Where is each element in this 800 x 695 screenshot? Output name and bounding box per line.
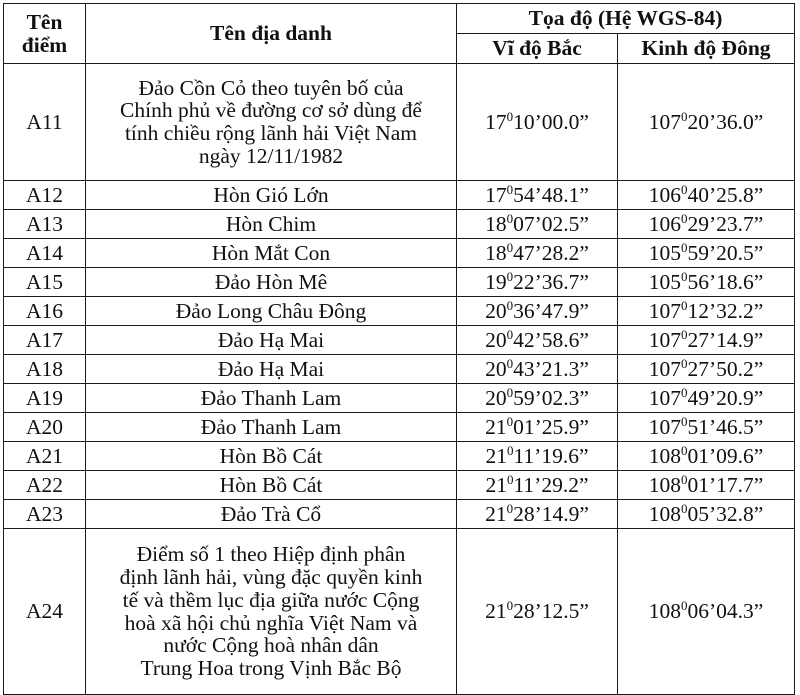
minutes-seconds: 27’50.2” bbox=[687, 356, 764, 381]
latitude-value bbox=[457, 239, 618, 268]
degree-mark: 0 bbox=[680, 413, 688, 429]
minutes-seconds: 01’25.9” bbox=[513, 414, 589, 439]
degree-mark: 0 bbox=[680, 355, 688, 371]
place-name-line: Đảo Hòn Mê bbox=[214, 269, 328, 294]
degree-mark: 0 bbox=[680, 442, 688, 458]
point-id: A20 bbox=[4, 413, 86, 442]
longitude-value bbox=[618, 384, 795, 413]
longitude-value bbox=[618, 529, 795, 695]
table-row bbox=[4, 210, 795, 239]
degrees: 20 bbox=[485, 298, 507, 323]
degree-mark: 0 bbox=[506, 326, 514, 342]
degrees: 17 bbox=[485, 182, 507, 207]
place-name bbox=[86, 529, 457, 695]
place-name-line: Đảo Trà Cổ bbox=[220, 501, 322, 526]
header-coordinates: Tọa độ (Hệ WGS-84) bbox=[457, 4, 795, 34]
degree-mark: 0 bbox=[680, 471, 688, 487]
degrees: 107 bbox=[648, 356, 681, 381]
latitude-value bbox=[457, 210, 618, 239]
header-place-name: Tên địa danh bbox=[86, 4, 457, 64]
place-name-line: ngày 12/11/1982 bbox=[198, 143, 344, 168]
degree-mark: 0 bbox=[506, 442, 514, 458]
minutes-seconds: 56’18.6” bbox=[687, 269, 764, 294]
table-row bbox=[4, 268, 795, 297]
degrees: 108 bbox=[648, 599, 681, 624]
place-name-line: Điểm số 1 theo Hiệp định phân bbox=[136, 542, 406, 567]
table-body bbox=[4, 64, 795, 695]
point-id: A16 bbox=[4, 297, 86, 326]
degrees: 105 bbox=[648, 269, 681, 294]
minutes-seconds: 36’47.9” bbox=[513, 298, 589, 323]
longitude-value bbox=[618, 442, 795, 471]
degree-mark: 0 bbox=[680, 210, 688, 226]
minutes-seconds: 20’36.0” bbox=[687, 109, 764, 134]
latitude-value bbox=[457, 268, 618, 297]
place-name bbox=[86, 210, 457, 239]
latitude-value bbox=[457, 442, 618, 471]
place-name-line: Đảo Thanh Lam bbox=[200, 385, 342, 410]
degree-mark: 0 bbox=[680, 239, 688, 255]
degree-mark: 0 bbox=[506, 297, 514, 313]
longitude-value bbox=[618, 268, 795, 297]
place-name-line: định lãnh hải, vùng đặc quyền kinh bbox=[119, 565, 423, 590]
place-name-line: tế và thềm lục địa giữa nước Cộng bbox=[122, 587, 420, 612]
place-name-line: Đảo Cồn Cỏ theo tuyên bố của bbox=[138, 75, 404, 100]
degrees: 105 bbox=[648, 240, 681, 265]
place-name bbox=[86, 239, 457, 268]
table-row bbox=[4, 500, 795, 529]
longitude-value bbox=[618, 471, 795, 500]
degrees: 18 bbox=[485, 211, 507, 236]
degree-mark: 0 bbox=[680, 268, 688, 284]
longitude-value bbox=[618, 500, 795, 529]
minutes-seconds: 12’32.2” bbox=[687, 298, 764, 323]
degree-mark: 0 bbox=[506, 210, 514, 226]
longitude-value bbox=[618, 239, 795, 268]
place-name bbox=[86, 442, 457, 471]
minutes-seconds: 28’14.9” bbox=[513, 501, 589, 526]
place-name bbox=[86, 500, 457, 529]
degree-mark: 0 bbox=[680, 108, 688, 124]
point-id: A12 bbox=[4, 181, 86, 210]
header-point-name-line: Tên bbox=[26, 9, 63, 34]
point-id: A23 bbox=[4, 500, 86, 529]
degree-mark: 0 bbox=[680, 181, 688, 197]
place-name bbox=[86, 471, 457, 500]
degrees: 107 bbox=[648, 327, 681, 352]
degree-mark: 0 bbox=[506, 500, 514, 516]
degrees: 108 bbox=[648, 443, 681, 468]
place-name-line: nước Cộng hoà nhân dân bbox=[163, 633, 379, 658]
degree-mark: 0 bbox=[506, 108, 514, 124]
latitude-value bbox=[457, 471, 618, 500]
minutes-seconds: 51’46.5” bbox=[687, 414, 764, 439]
degrees: 21 bbox=[485, 472, 507, 497]
minutes-seconds: 11’29.2” bbox=[513, 472, 589, 497]
table-row bbox=[4, 326, 795, 355]
place-name bbox=[86, 413, 457, 442]
longitude-value bbox=[618, 181, 795, 210]
place-name-line: Chính phủ về đường cơ sở dùng để bbox=[120, 98, 422, 123]
table-row bbox=[4, 384, 795, 413]
degrees: 19 bbox=[485, 269, 507, 294]
degree-mark: 0 bbox=[506, 471, 514, 487]
minutes-seconds: 01’09.6” bbox=[687, 443, 764, 468]
table-row bbox=[4, 239, 795, 268]
latitude-value bbox=[457, 384, 618, 413]
point-id: A13 bbox=[4, 210, 86, 239]
place-name-line: Hòn Chim bbox=[225, 211, 317, 236]
minutes-seconds: 43’21.3” bbox=[513, 356, 589, 381]
longitude-value bbox=[618, 64, 795, 181]
table-row bbox=[4, 413, 795, 442]
degrees: 107 bbox=[648, 109, 681, 134]
header-point-name bbox=[4, 4, 86, 64]
minutes-seconds: 10’00.0” bbox=[513, 109, 589, 134]
place-name bbox=[86, 268, 457, 297]
table-row bbox=[4, 471, 795, 500]
longitude-value bbox=[618, 326, 795, 355]
latitude-value bbox=[457, 529, 618, 695]
place-name-line: Hòn Bồ Cát bbox=[219, 472, 323, 497]
place-name-line: Hòn Mắt Con bbox=[211, 240, 331, 265]
minutes-seconds: 59’20.5” bbox=[687, 240, 764, 265]
minutes-seconds: 40’25.8” bbox=[687, 182, 764, 207]
degree-mark: 0 bbox=[506, 239, 514, 255]
minutes-seconds: 22’36.7” bbox=[513, 269, 589, 294]
place-name-line: Đảo Hạ Mai bbox=[217, 356, 325, 381]
degree-mark: 0 bbox=[680, 384, 688, 400]
degree-mark: 0 bbox=[680, 297, 688, 313]
longitude-value bbox=[618, 355, 795, 384]
minutes-seconds: 11’19.6” bbox=[513, 443, 589, 468]
point-id: A14 bbox=[4, 239, 86, 268]
degree-mark: 0 bbox=[506, 268, 514, 284]
degrees: 108 bbox=[648, 501, 681, 526]
latitude-value bbox=[457, 500, 618, 529]
place-name bbox=[86, 355, 457, 384]
degrees: 107 bbox=[648, 298, 681, 323]
degrees: 107 bbox=[648, 385, 681, 410]
degree-mark: 0 bbox=[680, 598, 688, 614]
minutes-seconds: 07’02.5” bbox=[513, 211, 589, 236]
degrees: 21 bbox=[485, 599, 507, 624]
place-name bbox=[86, 297, 457, 326]
minutes-seconds: 06’04.3” bbox=[687, 599, 764, 624]
place-name-line: Hòn Gió Lớn bbox=[213, 182, 329, 207]
point-id: A22 bbox=[4, 471, 86, 500]
place-name bbox=[86, 384, 457, 413]
degrees: 21 bbox=[485, 414, 507, 439]
minutes-seconds: 47’28.2” bbox=[513, 240, 589, 265]
degrees: 17 bbox=[485, 109, 507, 134]
point-id: A17 bbox=[4, 326, 86, 355]
point-id: A15 bbox=[4, 268, 86, 297]
degrees: 106 bbox=[648, 211, 681, 236]
longitude-value bbox=[618, 210, 795, 239]
place-name-line: Trung Hoa trong Vịnh Bắc Bộ bbox=[140, 655, 402, 680]
degree-mark: 0 bbox=[506, 384, 514, 400]
latitude-value bbox=[457, 297, 618, 326]
minutes-seconds: 42’58.6” bbox=[513, 327, 589, 352]
minutes-seconds: 54’48.1” bbox=[513, 182, 589, 207]
degrees: 21 bbox=[485, 501, 507, 526]
longitude-value bbox=[618, 413, 795, 442]
minutes-seconds: 49’20.9” bbox=[687, 385, 764, 410]
degree-mark: 0 bbox=[680, 500, 688, 516]
degrees: 108 bbox=[648, 472, 681, 497]
table-row bbox=[4, 355, 795, 384]
place-name-line: Hòn Bồ Cát bbox=[219, 443, 323, 468]
degrees: 20 bbox=[485, 327, 507, 352]
table-row bbox=[4, 529, 795, 695]
coordinates-table bbox=[3, 3, 795, 695]
degrees: 18 bbox=[485, 240, 507, 265]
minutes-seconds: 05’32.8” bbox=[687, 501, 764, 526]
latitude-value bbox=[457, 64, 618, 181]
place-name bbox=[86, 64, 457, 181]
degrees: 106 bbox=[648, 182, 681, 207]
longitude-value bbox=[618, 297, 795, 326]
place-name bbox=[86, 326, 457, 355]
place-name-line: Đảo Thanh Lam bbox=[200, 414, 342, 439]
place-name-line: Đảo Hạ Mai bbox=[217, 327, 325, 352]
latitude-value bbox=[457, 413, 618, 442]
degree-mark: 0 bbox=[506, 598, 514, 614]
minutes-seconds: 01’17.7” bbox=[687, 472, 764, 497]
place-name bbox=[86, 181, 457, 210]
degrees: 20 bbox=[485, 356, 507, 381]
point-id: A19 bbox=[4, 384, 86, 413]
latitude-value bbox=[457, 355, 618, 384]
minutes-seconds: 29’23.7” bbox=[687, 211, 764, 236]
header-latitude: Vĩ độ Bắc bbox=[457, 34, 618, 64]
degree-mark: 0 bbox=[506, 413, 514, 429]
point-id: A21 bbox=[4, 442, 86, 471]
table-row bbox=[4, 297, 795, 326]
header-point-name-line: điểm bbox=[21, 32, 68, 57]
table-row bbox=[4, 181, 795, 210]
point-id: A24 bbox=[4, 529, 86, 695]
degrees: 20 bbox=[485, 385, 507, 410]
degrees: 107 bbox=[648, 414, 681, 439]
table-row bbox=[4, 64, 795, 181]
minutes-seconds: 27’14.9” bbox=[687, 327, 764, 352]
place-name-line: hoà xã hội chủ nghĩa Việt Nam và bbox=[124, 610, 418, 635]
point-id: A18 bbox=[4, 355, 86, 384]
degree-mark: 0 bbox=[506, 181, 514, 197]
header-longitude: Kinh độ Đông bbox=[618, 34, 795, 64]
degree-mark: 0 bbox=[506, 355, 514, 371]
minutes-seconds: 59’02.3” bbox=[513, 385, 589, 410]
minutes-seconds: 28’12.5” bbox=[513, 599, 589, 624]
latitude-value bbox=[457, 326, 618, 355]
latitude-value bbox=[457, 181, 618, 210]
place-name-line: Đảo Long Châu Đông bbox=[175, 298, 367, 323]
place-name-line: tính chiều rộng lãnh hải Việt Nam bbox=[124, 121, 418, 145]
point-id: A11 bbox=[4, 64, 86, 181]
degrees: 21 bbox=[485, 443, 507, 468]
header-row bbox=[4, 4, 795, 34]
table-row bbox=[4, 442, 795, 471]
degree-mark: 0 bbox=[680, 326, 688, 342]
